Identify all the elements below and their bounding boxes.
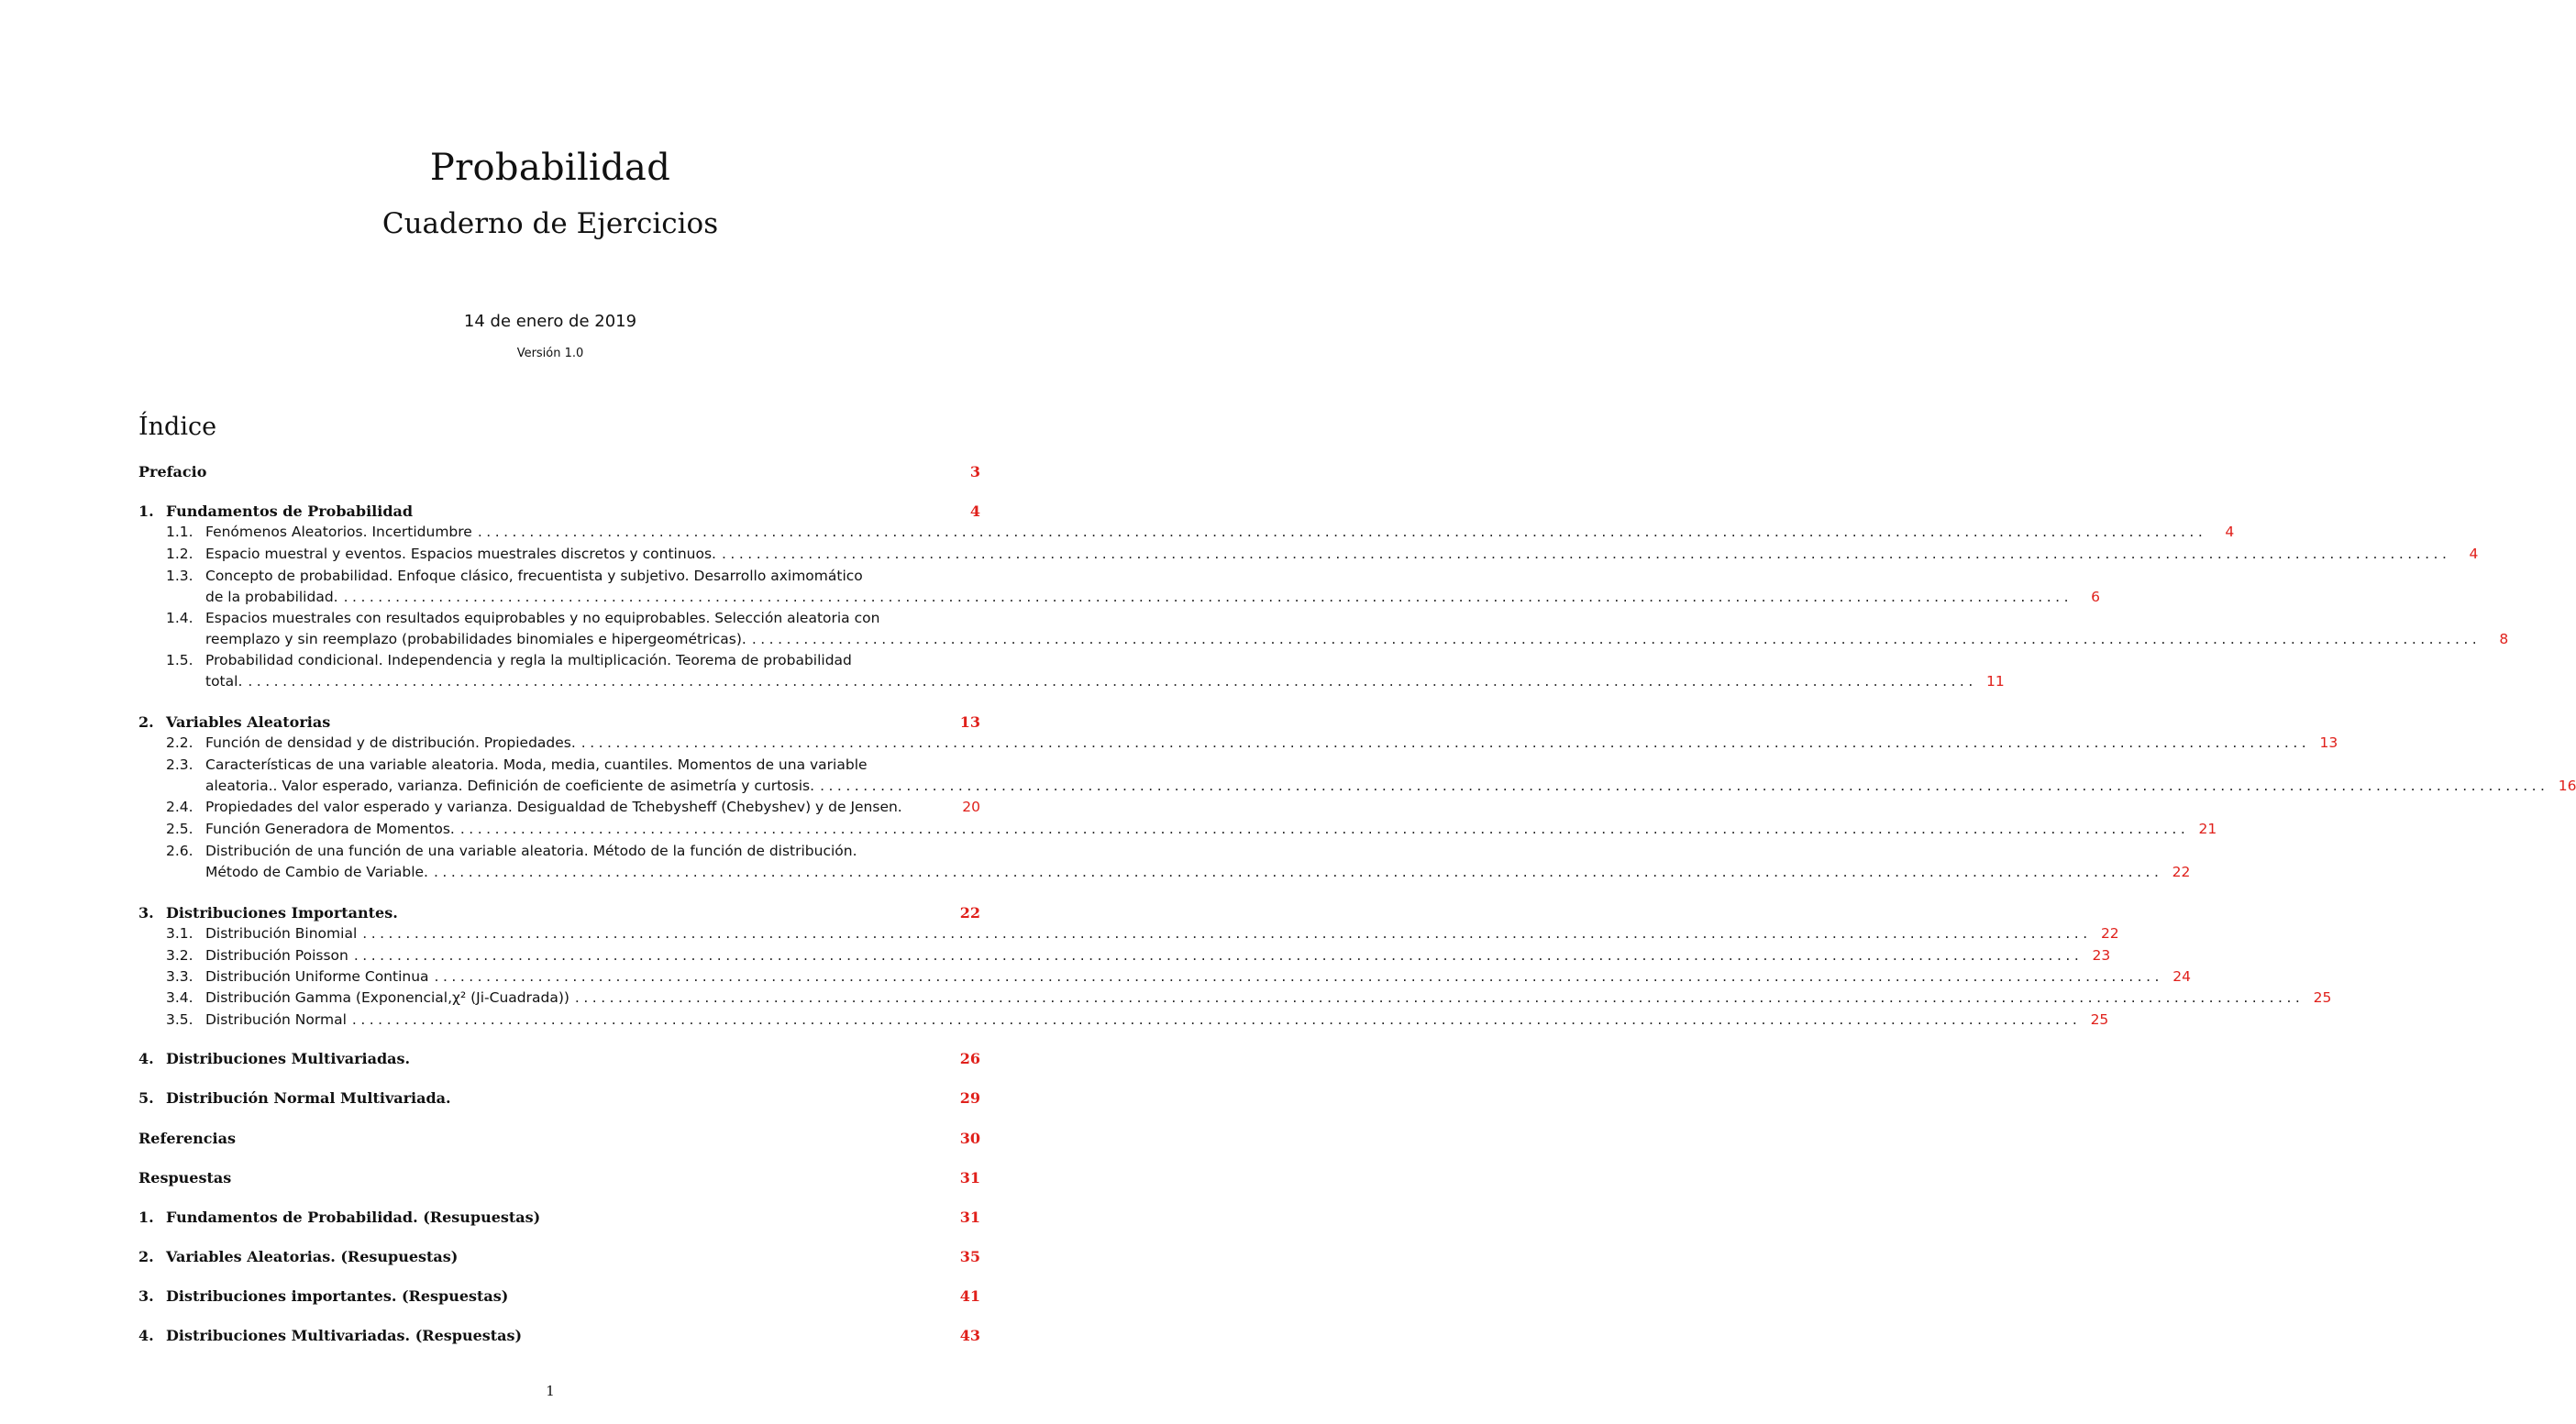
toc-entry-title: Distribución Binomial (205, 925, 358, 942)
document-subtitle: Cuaderno de Ejercicios (381, 207, 719, 240)
toc-entry-number: 5. (138, 1089, 154, 1107)
toc-heading: Índice (138, 413, 217, 441)
document-title: Probabilidad (429, 147, 671, 189)
toc-entry-title: Distribución Poisson (205, 947, 348, 964)
toc-leader-dots: ........................................................................................................................................................................................................ (580, 734, 2311, 751)
toc-entry-page: 22 (959, 904, 980, 922)
toc-entry-title: Distribución de una función de una variable aleatoria. Método de la función de distribución. (205, 843, 857, 859)
toc-entry[interactable] (138, 945, 2111, 966)
toc-entry-title: Fenómenos Aleatorios. Incertidumbre (205, 524, 472, 540)
toc-entry[interactable] (138, 988, 2332, 1009)
toc-entry[interactable] (138, 544, 2479, 565)
toc-entry-title: Variables Aleatorias. (Resupuestas) (166, 1248, 459, 1265)
toc-entry-title: Fundamentos de Probabilidad. (Resupuestas) (166, 1209, 541, 1226)
toc-entry[interactable] (138, 733, 2338, 754)
toc-entry-title: Referencias (138, 1130, 236, 1147)
toc-entry-title: Distribuciones Multivariadas. (Respuestas) (166, 1327, 523, 1344)
toc-entry-number: 2. (138, 713, 154, 731)
toc-entry-page: 22 (2100, 925, 2119, 942)
toc-entry[interactable] (138, 1207, 980, 1228)
toc-entry[interactable] (138, 841, 2191, 883)
toc-entry-page: 16 (2558, 778, 2576, 794)
toc-entry-title: Concepto de probabilidad. Enfoque clásico, frecuentista y subjetivo. Desarrollo aximomático (205, 568, 863, 584)
toc-entry[interactable] (138, 1286, 980, 1307)
toc-leader-dots: ........................................................................................................................................................................................................ (248, 673, 1977, 690)
toc-entry-title: Función Generadora de Momentos. (205, 821, 455, 837)
toc-entry-page: 30 (959, 1130, 980, 1147)
toc-entry-page: 29 (959, 1089, 980, 1107)
toc-leader-dots: ........................................................................................................................................................................................................ (574, 989, 2305, 1006)
toc-entry-title: Espacio muestral y eventos. Espacios muestrales discretos y continuos. (205, 546, 716, 562)
toc-entry-page: 20 (962, 799, 980, 815)
toc-entry-title: Respuestas (138, 1169, 232, 1187)
toc-entry-title: Distribución Normal Multivariada. (166, 1089, 451, 1107)
toc-entry-title: Probabilidad condicional. Independencia y regla la multiplicación. Teorema de probabilidad (205, 652, 852, 668)
toc-leader-dots: ........................................................................................................................................................................................................ (343, 589, 2073, 605)
toc-entry-page: 11 (1986, 673, 2005, 690)
toc-entry-number: 3.2. (166, 947, 193, 964)
toc-entry-page: 31 (959, 1209, 980, 1226)
toc-entry[interactable] (138, 712, 980, 733)
page-number: 1 (546, 1383, 555, 1399)
toc-entry[interactable] (138, 566, 2100, 608)
toc-entry-title: Distribuciones Importantes. (166, 904, 398, 922)
toc-entry-number: 4. (138, 1327, 154, 1344)
toc-entry-page: 13 (2319, 734, 2338, 751)
toc-entry-title: Fundamentos de Probabilidad (166, 502, 414, 520)
toc-entry-number: 3.1. (166, 925, 193, 942)
toc-entry-title: Características de una variable aleatoria. Moda, media, cuantiles. Momentos de una variable (205, 756, 868, 773)
toc-entry-number: 3.4. (166, 989, 193, 1006)
toc-entry[interactable] (138, 1246, 980, 1267)
toc-entry-number: 1.3. (166, 568, 193, 584)
toc-entry-title-continued: reemplazo y sin reemplazo (probabilidades binomiales e hipergeométricas). (205, 631, 746, 647)
toc-entry-page: 21 (2198, 821, 2217, 837)
toc-entry-number: 2.5. (166, 821, 193, 837)
toc-entry-page: 25 (2313, 989, 2332, 1006)
toc-leader-dots: ........................................................................................................................................................................................................ (433, 864, 2163, 880)
toc-entry-page: 13 (959, 713, 980, 731)
toc-entry[interactable] (138, 819, 2217, 840)
toc-entry-title-continued: aleatoria.. Valor esperado, varianza. Definición de coeficiente de asimetría y curtosis. (205, 778, 815, 794)
toc-entry-page: 4 (2225, 524, 2235, 540)
toc-leader-dots: ........................................................................................................................................................................................................ (434, 968, 2163, 985)
toc-entry-page: 24 (2172, 968, 2191, 985)
toc-entry[interactable] (138, 1048, 980, 1069)
toc-entry-title: Distribuciones importantes. (Respuestas) (166, 1287, 509, 1305)
toc-entry-title: Propiedades del valor esperado y varianza. Desigualdad de Tchebysheff (Chebyshev) y de Jensen. (205, 799, 902, 815)
toc-entry-number: 1. (138, 1209, 154, 1226)
toc-entry-number: 2.3. (166, 756, 193, 773)
toc-entry-page: 22 (2172, 864, 2191, 880)
toc-entry-page: 25 (2090, 1011, 2109, 1028)
toc-entry-page: 8 (2499, 631, 2509, 647)
toc-leader-dots: ........................................................................................................................................................................................................ (820, 778, 2549, 794)
toc-entry-page: 35 (959, 1248, 980, 1265)
toc-entry-number: 3.5. (166, 1011, 193, 1028)
toc-entry[interactable] (138, 650, 2005, 692)
toc-leader-dots: ........................................................................................................................................................................................................ (351, 1011, 2082, 1028)
toc-leader-dots: ........................................................................................................................................................................................................ (477, 524, 2207, 540)
toc-entry[interactable] (138, 902, 980, 923)
toc-entry-title: Distribución Uniforme Continua (205, 968, 429, 985)
toc-entry-title-continued: de la probabilidad. (205, 589, 338, 605)
toc-entry[interactable] (138, 1128, 980, 1149)
toc-entry-page: 31 (959, 1169, 980, 1187)
toc-leader-dots: ........................................................................................................................................................................................................ (353, 947, 2084, 964)
toc-entry-number: 1. (138, 502, 154, 520)
toc-entry-title: Distribución Gamma (Exponencial,χ² (Ji-Cuadrada)) (205, 989, 569, 1006)
toc-entry-number: 3.3. (166, 968, 193, 985)
toc-entry-title: Prefacio (138, 463, 207, 480)
toc-entry-number: 1.5. (166, 652, 193, 668)
toc-entry-number: 1.1. (166, 524, 193, 540)
toc-entry[interactable] (138, 755, 2576, 797)
toc-entry-title: Distribución Normal (205, 1011, 347, 1028)
toc-entry[interactable] (138, 923, 2119, 944)
toc-entry[interactable] (138, 966, 2191, 988)
toc-entry-page: 6 (2091, 589, 2100, 605)
toc-entry-number: 3. (138, 904, 154, 922)
toc-entry-title: Distribuciones Multivariadas. (166, 1050, 411, 1067)
toc-entry-number: 2.2. (166, 734, 193, 751)
toc-entry[interactable] (138, 608, 2509, 650)
toc-entry[interactable] (138, 1010, 2109, 1031)
toc-entry-page: 4 (2469, 546, 2479, 562)
toc-entry-page: 26 (959, 1050, 980, 1067)
toc-entry-title-continued: total. (205, 673, 243, 690)
toc-entry-number: 1.2. (166, 546, 193, 562)
toc-entry-title-continued: Método de Cambio de Variable. (205, 864, 428, 880)
toc-entry-page: 41 (959, 1287, 980, 1305)
toc-entry-page: 43 (959, 1327, 980, 1344)
toc-entry-page: 3 (969, 463, 980, 480)
toc-leader-dots: ........................................................................................................................................................................................................ (459, 821, 2190, 837)
toc-entry[interactable] (138, 1087, 980, 1109)
toc-entry-number: 1.4. (166, 610, 193, 626)
toc-entry[interactable] (138, 1167, 980, 1188)
toc-entry-number: 4. (138, 1050, 154, 1067)
toc-entry-number: 2. (138, 1248, 154, 1265)
toc-entry-page: 23 (2092, 947, 2111, 964)
toc-leader-dots: ........................................................................................................................................................................................................ (751, 631, 2482, 647)
toc-entry-number: 2.6. (166, 843, 193, 859)
toc-entry[interactable] (138, 522, 2235, 543)
toc-entry[interactable] (138, 797, 980, 818)
toc-entry-title: Función de densidad y de distribución. Propiedades. (205, 734, 576, 751)
toc-entry-title: Espacios muestrales con resultados equiprobables y no equiprobables. Selección aleatoria con (205, 610, 880, 626)
toc-entry[interactable] (138, 501, 980, 522)
document-version: Versión 1.0 (516, 347, 584, 360)
toc-entry[interactable] (138, 1325, 980, 1346)
document-date: 14 de enero de 2019 (463, 312, 637, 331)
toc-entry[interactable] (138, 461, 980, 482)
toc-entry-page: 4 (969, 502, 980, 520)
toc-entry-title: Variables Aleatorias (166, 713, 331, 731)
toc-entry-number: 3. (138, 1287, 154, 1305)
toc-leader-dots: ........................................................................................................................................................................................................ (362, 925, 2092, 942)
toc-leader-dots: ........................................................................................................................................................................................................ (722, 546, 2451, 562)
toc-entry-number: 2.4. (166, 799, 193, 815)
